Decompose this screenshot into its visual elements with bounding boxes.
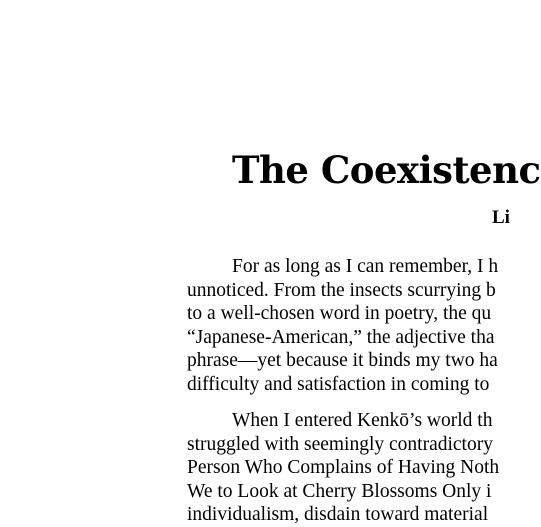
body-paragraph — [187, 255, 498, 396]
document-title: The Coexistenc — [232, 148, 541, 192]
author-name: Li — [492, 207, 510, 228]
paragraph-line: When I entered Kenkō’s world th — [232, 410, 493, 431]
body-paragraph — [187, 409, 499, 527]
paragraph-line: struggled with seemingly contradictory — [187, 433, 493, 455]
paragraph-line: difficulty and satisfaction in coming to — [187, 373, 490, 395]
paragraph-line: We to Look at Cherry Blossoms Only i — [187, 480, 492, 502]
paragraph-line: unnoticed. From the insects scurrying b — [187, 279, 496, 301]
paragraph-line: to a well-chosen word in poetry, the qu — [187, 303, 492, 324]
paragraph-line: “Japanese-American,” the adjective tha — [187, 326, 495, 348]
paragraph-line: phrase—yet because it binds my two ha — [187, 350, 498, 371]
paragraph-line: Person Who Complains of Having Noth — [187, 457, 500, 478]
paragraph-line: individualism, disdain toward material — [187, 504, 489, 525]
paragraph-line: For as long as I can remember, I h — [232, 256, 499, 277]
